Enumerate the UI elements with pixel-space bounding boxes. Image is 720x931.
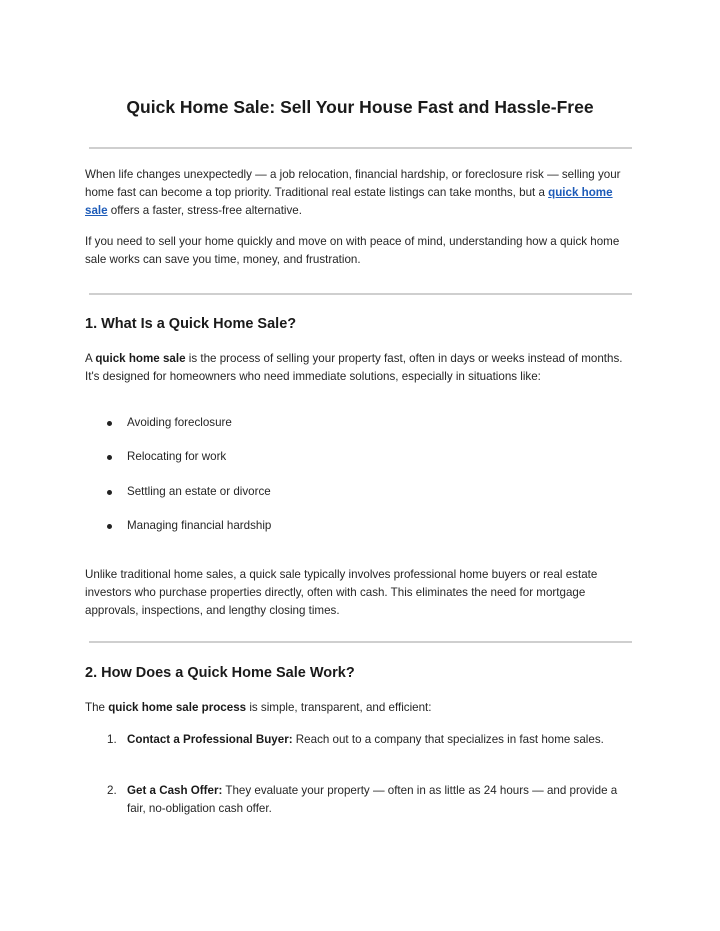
- page-title: Quick Home Sale: Sell Your House Fast and Hassle-Free: [126, 97, 594, 117]
- section2-text-rest: is simple, transparent, and efficient:: [246, 701, 432, 714]
- list-item-text: Relocating for work: [127, 450, 227, 463]
- intro-paragraph-1: [85, 166, 633, 220]
- bullet-icon: [107, 421, 112, 426]
- list-item-body: [127, 782, 627, 818]
- step-text: They evaluate your property — often in as little as 24 hours — and provide a fair, no-obligation cash offer.: [127, 784, 618, 815]
- quick-home-sale-link[interactable]: quick home sale: [85, 186, 613, 217]
- divider: [89, 293, 632, 295]
- intro-paragraph-2: If you need to sell your home quickly and move on with peace of mind, understanding how a quick home sale works can save you time, money, and frustration.: [85, 235, 620, 266]
- divider: [89, 641, 632, 643]
- intro-text-2: offers a faster, stress-free alternative.: [107, 204, 302, 217]
- section1-text-rest: is the process of selling your property fast, often in days or weeks instead of months. It's designed for homeowners who need immediate solutions, especially in situations like:: [85, 352, 623, 383]
- list-number: 1.: [107, 733, 117, 746]
- section-heading: 1. What Is a Quick Home Sale?: [85, 316, 297, 332]
- list-item-text: Settling an estate or divorce: [127, 485, 271, 498]
- intro-text-1: When life changes unexpectedly — a job relocation, financial hardship, or foreclosure risk — selling your home fast can become a top priority. Traditional real estate listings can take months, but a: [85, 168, 621, 199]
- list-item-text: Managing financial hardship: [127, 519, 272, 532]
- bullet-icon: [107, 490, 112, 495]
- bullet-icon: [107, 524, 112, 529]
- divider: [89, 147, 632, 149]
- step-title: Get a Cash Offer:: [127, 784, 223, 797]
- section1-paragraph-2: Unlike traditional home sales, a quick sale typically involves professional home buyers or real estate investors who purchase properties directly, often with cash. This eliminates the need for mortgage approvals, inspections, and lengthy closing times.: [85, 568, 598, 617]
- step-text: Reach out to a company that specializes in fast home sales.: [292, 733, 604, 746]
- bullet-icon: [107, 455, 112, 460]
- section2-bold-term: quick home sale process: [108, 701, 247, 714]
- section-heading: 2. How Does a Quick Home Sale Work?: [85, 665, 355, 681]
- section2-paragraph-1: [85, 699, 633, 717]
- step-title: Contact a Professional Buyer:: [127, 733, 293, 746]
- section2-text-start: The: [85, 701, 109, 714]
- list-item-text: Avoiding foreclosure: [127, 416, 232, 429]
- section1-bold-term: quick home sale: [95, 352, 186, 365]
- section1-paragraph-1: [85, 350, 633, 386]
- list-number: 2.: [107, 784, 117, 797]
- section1-text-start: A: [85, 352, 96, 365]
- list-item-body: [127, 731, 627, 749]
